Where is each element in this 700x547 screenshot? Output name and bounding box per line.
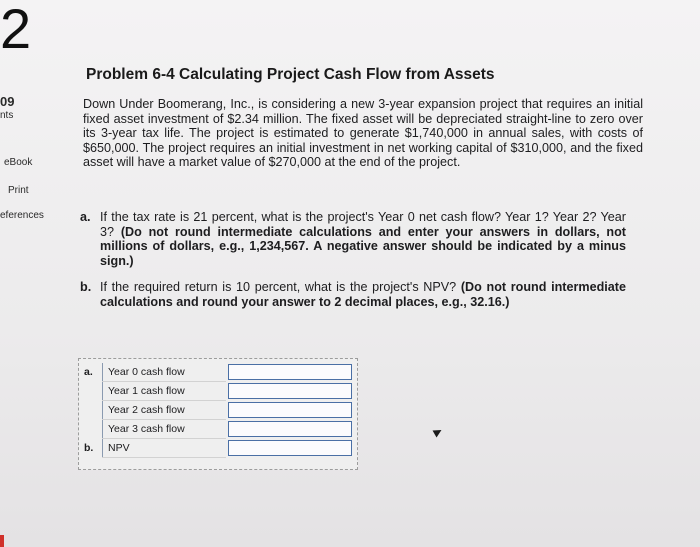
year0-cash-flow-input[interactable] — [228, 364, 352, 380]
ebook-link[interactable]: eBook — [4, 157, 33, 168]
answer-table — [78, 358, 358, 470]
row-label: Year 3 cash flow — [103, 420, 227, 439]
row-letter — [81, 382, 103, 401]
part-a-question — [80, 210, 626, 268]
npv-input[interactable] — [228, 440, 352, 456]
row-label: NPV — [103, 439, 227, 458]
row-letter: a. — [84, 366, 93, 379]
table-row — [81, 439, 352, 458]
part-b-instructions: (Do not round intermediate calculations and round your answer to 2 decimal places, e.g., 32.16.) — [100, 280, 626, 309]
problem-intro: Down Under Boomerang, Inc., is considering a new 3-year expansion project that requires an initial fixed asset investment of $2.34 million. The fixed asset will be depreciated straight-line to zero over its 3-year tax life. The project is estimated to generate $1,740,000 in annual sales, with costs of $650,000. The project requires an initial investment in net working capital of $310,000, and the fixed asset will have a market value of $270,000 at the end of the project. — [83, 97, 643, 170]
problem-title: Problem 6-4 Calculating Project Cash Flow from Assets — [86, 66, 495, 83]
row-letter — [81, 401, 103, 420]
references-link[interactable]: eferences — [0, 210, 44, 221]
part-b-question — [80, 280, 626, 309]
table-row — [81, 420, 352, 439]
year1-cash-flow-input[interactable] — [228, 383, 352, 399]
row-label: Year 0 cash flow — [103, 363, 227, 382]
question-number: 2 — [0, 0, 30, 60]
part-a-instructions: (Do not round intermediate calculations and enter your answers in dollars, not millions of dollars, e.g., 1,234,567. A negative answer should be indicated by a minus sign.) — [100, 224, 626, 268]
table-row — [81, 363, 352, 382]
table-row — [81, 401, 352, 420]
part-b-text: If the required return is 10 percent, what is the project's NPV? — [100, 280, 461, 294]
part-b-marker: b. — [80, 280, 92, 294]
row-letter — [81, 420, 103, 439]
points-label: nts — [0, 110, 14, 121]
table-row — [81, 382, 352, 401]
year3-cash-flow-input[interactable] — [228, 421, 352, 437]
row-label: Year 2 cash flow — [103, 401, 227, 420]
print-link[interactable]: Print — [8, 185, 29, 196]
row-letter: b. — [84, 442, 94, 454]
part-a-text: If the tax rate is 21 percent, what is the project's Year 0 net cash flow? Year 1? Year 2? Year 3? — [100, 210, 626, 239]
year2-cash-flow-input[interactable] — [228, 402, 352, 418]
row-label: Year 1 cash flow — [103, 382, 227, 401]
edge-marker — [0, 535, 4, 547]
mouse-cursor-icon — [433, 427, 444, 438]
score-label: 09 — [0, 94, 15, 109]
part-a-marker: a. — [80, 210, 91, 224]
